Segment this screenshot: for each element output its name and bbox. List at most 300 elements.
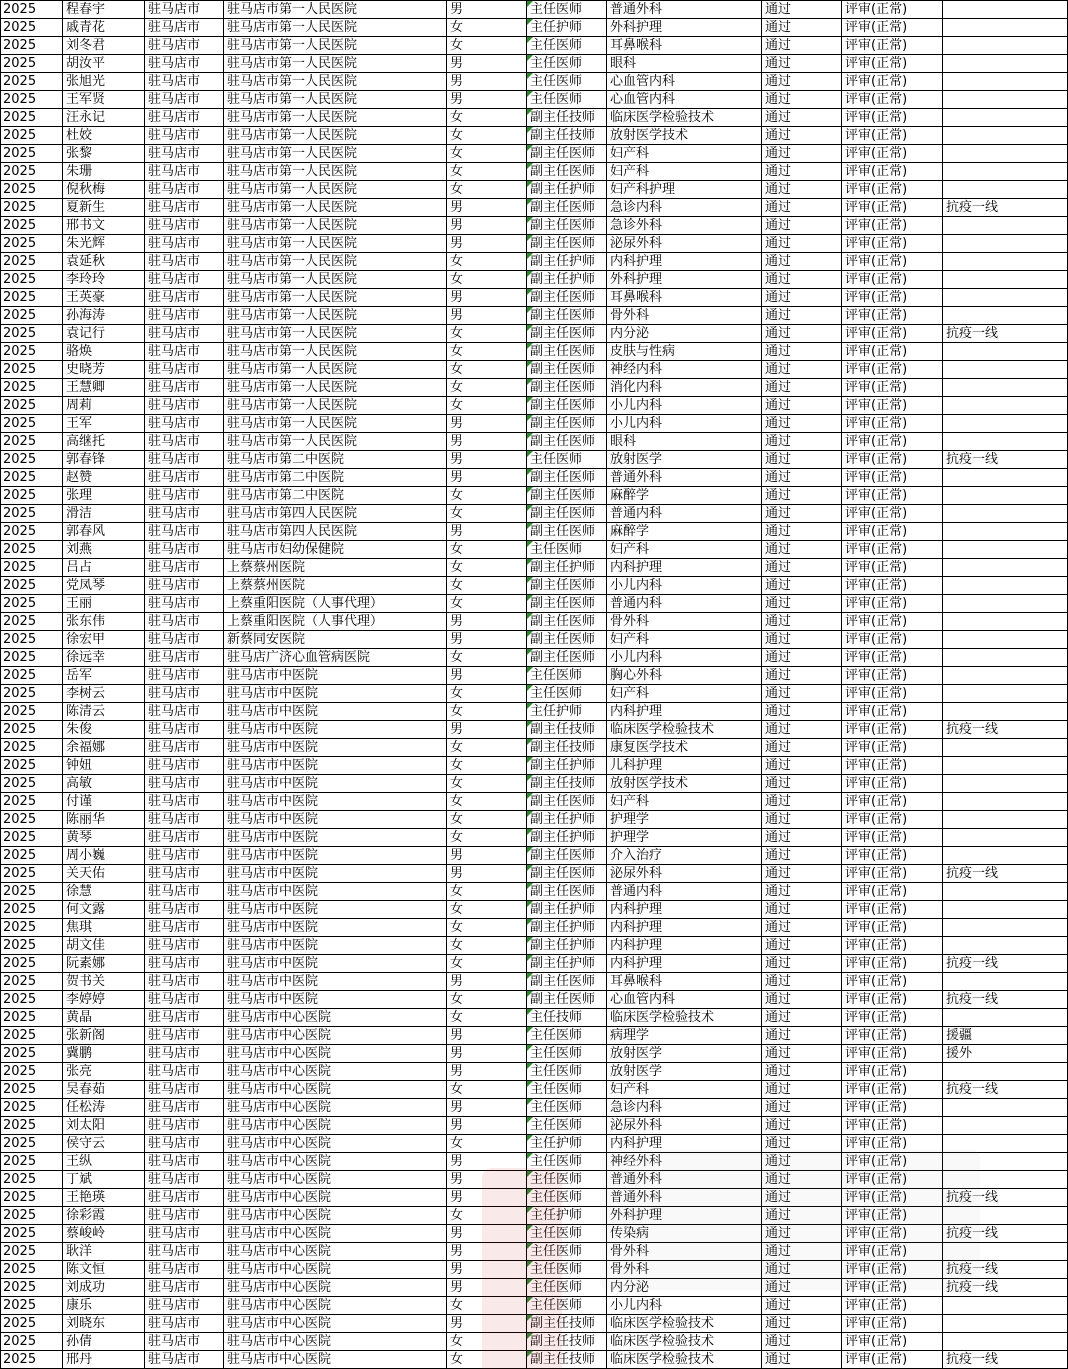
cell-hospital[interactable]: 驻马店市中医院: [224, 811, 447, 829]
cell-hospital[interactable]: 驻马店广济心血管病医院: [224, 649, 447, 667]
cell-note[interactable]: [943, 1153, 1068, 1171]
cell-city[interactable]: 驻马店市: [145, 325, 224, 343]
cell-city[interactable]: 驻马店市: [145, 253, 224, 271]
cell-specialty[interactable]: 急诊内科: [607, 1099, 762, 1117]
cell-review-type[interactable]: 评审(正常): [842, 685, 943, 703]
cell-hospital[interactable]: 驻马店市中心医院: [224, 1063, 447, 1081]
cell-name[interactable]: 冀鹏: [63, 1045, 145, 1063]
cell-city[interactable]: 驻马店市: [145, 271, 224, 289]
cell-name[interactable]: 朱光辉: [63, 235, 145, 253]
cell-review-type[interactable]: 评审(正常): [842, 1117, 943, 1135]
cell-title[interactable]: 主任医师: [527, 1063, 607, 1081]
cell-note[interactable]: [943, 1, 1068, 19]
cell-city[interactable]: 驻马店市: [145, 1261, 224, 1279]
cell-title[interactable]: 副主任医师: [527, 991, 607, 1009]
cell-gender[interactable]: 男: [447, 1153, 527, 1171]
cell-note[interactable]: [943, 433, 1068, 451]
cell-hospital[interactable]: 驻马店市第一人民医院: [224, 127, 447, 145]
cell-note[interactable]: [943, 217, 1068, 235]
cell-hospital[interactable]: 驻马店市中医院: [224, 739, 447, 757]
cell-hospital[interactable]: 驻马店市中医院: [224, 991, 447, 1009]
cell-hospital[interactable]: 驻马店市第一人民医院: [224, 181, 447, 199]
cell-name[interactable]: 张黎: [63, 145, 145, 163]
cell-specialty[interactable]: 妇产科: [607, 1081, 762, 1099]
cell-review-type[interactable]: 评审(正常): [842, 703, 943, 721]
cell-gender[interactable]: 男: [447, 451, 527, 469]
cell-review-type[interactable]: 评审(正常): [842, 1153, 943, 1171]
cell-gender[interactable]: 女: [447, 379, 527, 397]
cell-name[interactable]: 吴春茹: [63, 1081, 145, 1099]
cell-title[interactable]: 副主任医师: [527, 289, 607, 307]
cell-name[interactable]: 付谨: [63, 793, 145, 811]
cell-gender[interactable]: 男: [447, 847, 527, 865]
cell-result[interactable]: 通过: [762, 775, 842, 793]
cell-title[interactable]: 副主任技师: [527, 127, 607, 145]
cell-result[interactable]: 通过: [762, 1117, 842, 1135]
cell-review-type[interactable]: 评审(正常): [842, 541, 943, 559]
cell-hospital[interactable]: 驻马店市中心医院: [224, 1261, 447, 1279]
cell-city[interactable]: 驻马店市: [145, 145, 224, 163]
cell-title[interactable]: 副主任护师: [527, 955, 607, 973]
cell-review-type[interactable]: 评审(正常): [842, 883, 943, 901]
cell-result[interactable]: 通过: [762, 613, 842, 631]
cell-review-type[interactable]: 评审(正常): [842, 919, 943, 937]
cell-review-type[interactable]: 评审(正常): [842, 649, 943, 667]
cell-title[interactable]: 主任医师: [527, 1027, 607, 1045]
cell-gender[interactable]: 女: [447, 145, 527, 163]
cell-note[interactable]: 援疆: [943, 1027, 1068, 1045]
cell-specialty[interactable]: 妇产科: [607, 145, 762, 163]
cell-review-type[interactable]: 评审(正常): [842, 397, 943, 415]
cell-hospital[interactable]: 驻马店市第一人民医院: [224, 325, 447, 343]
cell-note[interactable]: [943, 415, 1068, 433]
cell-hospital[interactable]: 驻马店市中心医院: [224, 1045, 447, 1063]
cell-specialty[interactable]: 临床医学检验技术: [607, 1333, 762, 1351]
cell-name[interactable]: 郭春风: [63, 523, 145, 541]
cell-city[interactable]: 驻马店市: [145, 703, 224, 721]
cell-name[interactable]: 赵赞: [63, 469, 145, 487]
cell-gender[interactable]: 女: [447, 1081, 527, 1099]
cell-name[interactable]: 丁斌: [63, 1171, 145, 1189]
cell-note[interactable]: [943, 55, 1068, 73]
cell-title[interactable]: 副主任医师: [527, 595, 607, 613]
cell-year[interactable]: 2025: [0, 1243, 63, 1261]
cell-title[interactable]: 副主任医师: [527, 631, 607, 649]
cell-hospital[interactable]: 上蔡重阳医院（人事代理）: [224, 613, 447, 631]
cell-gender[interactable]: 男: [447, 1045, 527, 1063]
cell-gender[interactable]: 男: [447, 1171, 527, 1189]
cell-year[interactable]: 2025: [0, 163, 63, 181]
cell-gender[interactable]: 男: [447, 523, 527, 541]
cell-year[interactable]: 2025: [0, 595, 63, 613]
cell-note[interactable]: [943, 1135, 1068, 1153]
cell-city[interactable]: 驻马店市: [145, 1063, 224, 1081]
cell-name[interactable]: 汪永记: [63, 109, 145, 127]
cell-hospital[interactable]: 驻马店市第一人民医院: [224, 37, 447, 55]
cell-specialty[interactable]: 内科护理: [607, 919, 762, 937]
cell-year[interactable]: 2025: [0, 1207, 63, 1225]
cell-gender[interactable]: 女: [447, 361, 527, 379]
cell-gender[interactable]: 男: [447, 1261, 527, 1279]
cell-review-type[interactable]: 评审(正常): [842, 973, 943, 991]
cell-year[interactable]: 2025: [0, 1297, 63, 1315]
cell-city[interactable]: 驻马店市: [145, 955, 224, 973]
cell-hospital[interactable]: 驻马店市第一人民医院: [224, 289, 447, 307]
cell-review-type[interactable]: 评审(正常): [842, 757, 943, 775]
cell-city[interactable]: 驻马店市: [145, 667, 224, 685]
cell-title[interactable]: 主任医师: [527, 1099, 607, 1117]
cell-result[interactable]: 通过: [762, 1153, 842, 1171]
cell-hospital[interactable]: 驻马店市中心医院: [224, 1279, 447, 1297]
cell-review-type[interactable]: 评审(正常): [842, 1207, 943, 1225]
cell-note[interactable]: [943, 505, 1068, 523]
cell-title[interactable]: 副主任医师: [527, 163, 607, 181]
cell-title[interactable]: 副主任技师: [527, 1351, 607, 1369]
cell-gender[interactable]: 女: [447, 271, 527, 289]
cell-review-type[interactable]: 评审(正常): [842, 379, 943, 397]
cell-specialty[interactable]: 麻醉学: [607, 523, 762, 541]
cell-year[interactable]: 2025: [0, 1, 63, 19]
cell-result[interactable]: 通过: [762, 649, 842, 667]
cell-result[interactable]: 通过: [762, 505, 842, 523]
cell-name[interactable]: 余福娜: [63, 739, 145, 757]
cell-gender[interactable]: 女: [447, 901, 527, 919]
cell-title[interactable]: 副主任医师: [527, 577, 607, 595]
cell-name[interactable]: 康乐: [63, 1297, 145, 1315]
cell-hospital[interactable]: 驻马店市中医院: [224, 775, 447, 793]
cell-gender[interactable]: 男: [447, 73, 527, 91]
cell-hospital[interactable]: 驻马店市中心医院: [224, 1171, 447, 1189]
cell-specialty[interactable]: 普通外科: [607, 1189, 762, 1207]
cell-year[interactable]: 2025: [0, 379, 63, 397]
cell-result[interactable]: 通过: [762, 1279, 842, 1297]
cell-year[interactable]: 2025: [0, 469, 63, 487]
cell-name[interactable]: 刘太阳: [63, 1117, 145, 1135]
cell-gender[interactable]: 女: [447, 577, 527, 595]
cell-gender[interactable]: 男: [447, 307, 527, 325]
cell-specialty[interactable]: 普通外科: [607, 469, 762, 487]
cell-gender[interactable]: 女: [447, 793, 527, 811]
cell-name[interactable]: 高继托: [63, 433, 145, 451]
cell-city[interactable]: 驻马店市: [145, 1153, 224, 1171]
cell-name[interactable]: 李树云: [63, 685, 145, 703]
cell-review-type[interactable]: 评审(正常): [842, 1, 943, 19]
cell-name[interactable]: 刘冬君: [63, 37, 145, 55]
cell-note[interactable]: [943, 253, 1068, 271]
cell-hospital[interactable]: 新蔡同安医院: [224, 631, 447, 649]
cell-gender[interactable]: 男: [447, 289, 527, 307]
cell-hospital[interactable]: 驻马店市中医院: [224, 955, 447, 973]
cell-city[interactable]: 驻马店市: [145, 73, 224, 91]
cell-city[interactable]: 驻马店市: [145, 307, 224, 325]
cell-gender[interactable]: 男: [447, 199, 527, 217]
cell-review-type[interactable]: 评审(正常): [842, 865, 943, 883]
cell-result[interactable]: 通过: [762, 955, 842, 973]
cell-result[interactable]: 通过: [762, 55, 842, 73]
cell-result[interactable]: 通过: [762, 793, 842, 811]
cell-gender[interactable]: 女: [447, 829, 527, 847]
cell-year[interactable]: 2025: [0, 91, 63, 109]
cell-note[interactable]: [943, 577, 1068, 595]
cell-year[interactable]: 2025: [0, 289, 63, 307]
cell-gender[interactable]: 女: [447, 505, 527, 523]
cell-gender[interactable]: 女: [447, 1009, 527, 1027]
cell-name[interactable]: 黄晶: [63, 1009, 145, 1027]
cell-hospital[interactable]: 驻马店市中医院: [224, 865, 447, 883]
cell-hospital[interactable]: 驻马店市第一人民医院: [224, 91, 447, 109]
cell-specialty[interactable]: 临床医学检验技术: [607, 109, 762, 127]
cell-city[interactable]: 驻马店市: [145, 1081, 224, 1099]
cell-year[interactable]: 2025: [0, 973, 63, 991]
cell-hospital[interactable]: 驻马店市第一人民医院: [224, 145, 447, 163]
cell-title[interactable]: 副主任医师: [527, 613, 607, 631]
cell-title[interactable]: 副主任医师: [527, 433, 607, 451]
cell-review-type[interactable]: 评审(正常): [842, 1351, 943, 1369]
cell-result[interactable]: 通过: [762, 667, 842, 685]
cell-year[interactable]: 2025: [0, 1351, 63, 1369]
cell-year[interactable]: 2025: [0, 433, 63, 451]
cell-gender[interactable]: 女: [447, 757, 527, 775]
cell-name[interactable]: 徐彩霞: [63, 1207, 145, 1225]
cell-hospital[interactable]: 驻马店市中医院: [224, 703, 447, 721]
cell-year[interactable]: 2025: [0, 397, 63, 415]
cell-city[interactable]: 驻马店市: [145, 1333, 224, 1351]
cell-title[interactable]: 副主任护师: [527, 271, 607, 289]
cell-note[interactable]: [943, 595, 1068, 613]
cell-city[interactable]: 驻马店市: [145, 1099, 224, 1117]
cell-title[interactable]: 主任护师: [527, 19, 607, 37]
cell-result[interactable]: 通过: [762, 847, 842, 865]
cell-title[interactable]: 副主任医师: [527, 397, 607, 415]
cell-specialty[interactable]: 放射医学技术: [607, 127, 762, 145]
cell-review-type[interactable]: 评审(正常): [842, 901, 943, 919]
cell-note[interactable]: [943, 91, 1068, 109]
cell-review-type[interactable]: 评审(正常): [842, 199, 943, 217]
cell-year[interactable]: 2025: [0, 955, 63, 973]
cell-review-type[interactable]: 评审(正常): [842, 1225, 943, 1243]
cell-review-type[interactable]: 评审(正常): [842, 109, 943, 127]
cell-title[interactable]: 主任医师: [527, 1081, 607, 1099]
cell-hospital[interactable]: 驻马店市第一人民医院: [224, 1, 447, 19]
cell-review-type[interactable]: 评审(正常): [842, 793, 943, 811]
cell-result[interactable]: 通过: [762, 595, 842, 613]
cell-city[interactable]: 驻马店市: [145, 991, 224, 1009]
cell-name[interactable]: 程春宇: [63, 1, 145, 19]
cell-specialty[interactable]: 泌尿外科: [607, 865, 762, 883]
cell-title[interactable]: 副主任医师: [527, 307, 607, 325]
cell-hospital[interactable]: 驻马店市中心医院: [224, 1225, 447, 1243]
cell-city[interactable]: 驻马店市: [145, 595, 224, 613]
cell-review-type[interactable]: 评审(正常): [842, 73, 943, 91]
cell-specialty[interactable]: 儿科护理: [607, 757, 762, 775]
cell-year[interactable]: 2025: [0, 1153, 63, 1171]
cell-city[interactable]: 驻马店市: [145, 55, 224, 73]
cell-name[interactable]: 黄琴: [63, 829, 145, 847]
cell-year[interactable]: 2025: [0, 865, 63, 883]
cell-city[interactable]: 驻马店市: [145, 685, 224, 703]
cell-review-type[interactable]: 评审(正常): [842, 271, 943, 289]
cell-city[interactable]: 驻马店市: [145, 1189, 224, 1207]
cell-specialty[interactable]: 临床医学检验技术: [607, 1351, 762, 1369]
cell-name[interactable]: 张理: [63, 487, 145, 505]
cell-specialty[interactable]: 外科护理: [607, 19, 762, 37]
cell-result[interactable]: 通过: [762, 1189, 842, 1207]
cell-note[interactable]: [943, 163, 1068, 181]
cell-specialty[interactable]: 泌尿外科: [607, 235, 762, 253]
cell-review-type[interactable]: 评审(正常): [842, 469, 943, 487]
cell-gender[interactable]: 男: [447, 217, 527, 235]
cell-hospital[interactable]: 驻马店市中医院: [224, 901, 447, 919]
cell-gender[interactable]: 女: [447, 37, 527, 55]
cell-city[interactable]: 驻马店市: [145, 793, 224, 811]
cell-result[interactable]: 通过: [762, 865, 842, 883]
cell-gender[interactable]: 女: [447, 955, 527, 973]
cell-title[interactable]: 主任护师: [527, 703, 607, 721]
cell-city[interactable]: 驻马店市: [145, 487, 224, 505]
cell-title[interactable]: 副主任护师: [527, 901, 607, 919]
cell-title[interactable]: 主任医师: [527, 1171, 607, 1189]
cell-city[interactable]: 驻马店市: [145, 937, 224, 955]
cell-year[interactable]: 2025: [0, 919, 63, 937]
cell-note[interactable]: 抗疫一线: [943, 1081, 1068, 1099]
cell-specialty[interactable]: 骨外科: [607, 613, 762, 631]
cell-name[interactable]: 王艳瑛: [63, 1189, 145, 1207]
cell-year[interactable]: 2025: [0, 487, 63, 505]
cell-result[interactable]: 通过: [762, 253, 842, 271]
cell-gender[interactable]: 男: [447, 1117, 527, 1135]
cell-specialty[interactable]: 内科护理: [607, 253, 762, 271]
cell-city[interactable]: 驻马店市: [145, 469, 224, 487]
cell-note[interactable]: [943, 307, 1068, 325]
cell-year[interactable]: 2025: [0, 271, 63, 289]
cell-result[interactable]: 通过: [762, 1297, 842, 1315]
cell-city[interactable]: 驻马店市: [145, 1, 224, 19]
cell-year[interactable]: 2025: [0, 307, 63, 325]
cell-specialty[interactable]: 耳鼻喉科: [607, 289, 762, 307]
cell-result[interactable]: 通过: [762, 73, 842, 91]
cell-note[interactable]: [943, 649, 1068, 667]
cell-review-type[interactable]: 评审(正常): [842, 991, 943, 1009]
cell-gender[interactable]: 女: [447, 127, 527, 145]
cell-note[interactable]: [943, 973, 1068, 991]
cell-result[interactable]: 通过: [762, 703, 842, 721]
cell-hospital[interactable]: 驻马店市第一人民医院: [224, 271, 447, 289]
cell-hospital[interactable]: 上蔡蔡州医院: [224, 577, 447, 595]
cell-specialty[interactable]: 康复医学技术: [607, 739, 762, 757]
cell-note[interactable]: 抗疫一线: [943, 991, 1068, 1009]
cell-year[interactable]: 2025: [0, 235, 63, 253]
cell-note[interactable]: [943, 127, 1068, 145]
cell-specialty[interactable]: 临床医学检验技术: [607, 1009, 762, 1027]
cell-review-type[interactable]: 评审(正常): [842, 307, 943, 325]
cell-specialty[interactable]: 骨外科: [607, 1243, 762, 1261]
cell-note[interactable]: [943, 73, 1068, 91]
cell-review-type[interactable]: 评审(正常): [842, 55, 943, 73]
cell-title[interactable]: 副主任技师: [527, 739, 607, 757]
cell-gender[interactable]: 女: [447, 919, 527, 937]
cell-hospital[interactable]: 驻马店市第一人民医院: [224, 55, 447, 73]
cell-city[interactable]: 驻马店市: [145, 829, 224, 847]
cell-gender[interactable]: 女: [447, 649, 527, 667]
cell-title[interactable]: 副主任医师: [527, 379, 607, 397]
cell-result[interactable]: 通过: [762, 199, 842, 217]
cell-year[interactable]: 2025: [0, 451, 63, 469]
cell-name[interactable]: 郭春锋: [63, 451, 145, 469]
cell-title[interactable]: 副主任医师: [527, 793, 607, 811]
cell-result[interactable]: 通过: [762, 973, 842, 991]
cell-city[interactable]: 驻马店市: [145, 1117, 224, 1135]
cell-name[interactable]: 邢书文: [63, 217, 145, 235]
cell-city[interactable]: 驻马店市: [145, 1009, 224, 1027]
cell-specialty[interactable]: 临床医学检验技术: [607, 721, 762, 739]
cell-hospital[interactable]: 驻马店市第二中医院: [224, 487, 447, 505]
cell-title[interactable]: 主任医师: [527, 37, 607, 55]
cell-title[interactable]: 副主任医师: [527, 505, 607, 523]
cell-title[interactable]: 副主任护师: [527, 757, 607, 775]
cell-year[interactable]: 2025: [0, 1063, 63, 1081]
cell-result[interactable]: 通过: [762, 181, 842, 199]
cell-hospital[interactable]: 驻马店市中心医院: [224, 1207, 447, 1225]
cell-gender[interactable]: 男: [447, 91, 527, 109]
cell-result[interactable]: 通过: [762, 1099, 842, 1117]
cell-gender[interactable]: 男: [447, 721, 527, 739]
cell-result[interactable]: 通过: [762, 541, 842, 559]
cell-specialty[interactable]: 皮肤与性病: [607, 343, 762, 361]
cell-review-type[interactable]: 评审(正常): [842, 1261, 943, 1279]
cell-title[interactable]: 副主任医师: [527, 235, 607, 253]
cell-note[interactable]: [943, 829, 1068, 847]
cell-year[interactable]: 2025: [0, 631, 63, 649]
cell-gender[interactable]: 女: [447, 739, 527, 757]
cell-title[interactable]: 主任医师: [527, 1153, 607, 1171]
cell-review-type[interactable]: 评审(正常): [842, 1171, 943, 1189]
cell-title[interactable]: 主任医师: [527, 91, 607, 109]
cell-hospital[interactable]: 驻马店市中医院: [224, 721, 447, 739]
cell-name[interactable]: 孙海涛: [63, 307, 145, 325]
cell-city[interactable]: 驻马店市: [145, 181, 224, 199]
cell-note[interactable]: 抗疫一线: [943, 955, 1068, 973]
cell-note[interactable]: [943, 379, 1068, 397]
cell-hospital[interactable]: 驻马店市第一人民医院: [224, 73, 447, 91]
cell-title[interactable]: 副主任技师: [527, 1315, 607, 1333]
cell-review-type[interactable]: 评审(正常): [842, 433, 943, 451]
cell-year[interactable]: 2025: [0, 541, 63, 559]
cell-review-type[interactable]: 评审(正常): [842, 1243, 943, 1261]
cell-city[interactable]: 驻马店市: [145, 541, 224, 559]
cell-hospital[interactable]: 上蔡蔡州医院: [224, 559, 447, 577]
cell-title[interactable]: 副主任护师: [527, 811, 607, 829]
cell-name[interactable]: 史晓芳: [63, 361, 145, 379]
cell-city[interactable]: 驻马店市: [145, 901, 224, 919]
cell-gender[interactable]: 男: [447, 1027, 527, 1045]
cell-result[interactable]: 通过: [762, 1045, 842, 1063]
cell-hospital[interactable]: 驻马店市中心医院: [224, 1099, 447, 1117]
cell-note[interactable]: [943, 487, 1068, 505]
cell-note[interactable]: [943, 847, 1068, 865]
cell-hospital[interactable]: 驻马店市第一人民医院: [224, 397, 447, 415]
cell-result[interactable]: 通过: [762, 1009, 842, 1027]
cell-title[interactable]: 副主任技师: [527, 1333, 607, 1351]
cell-year[interactable]: 2025: [0, 1171, 63, 1189]
cell-specialty[interactable]: 内科护理: [607, 559, 762, 577]
cell-specialty[interactable]: 病理学: [607, 1027, 762, 1045]
cell-city[interactable]: 驻马店市: [145, 91, 224, 109]
cell-name[interactable]: 钟妞: [63, 757, 145, 775]
cell-hospital[interactable]: 驻马店市第一人民医院: [224, 19, 447, 37]
cell-city[interactable]: 驻马店市: [145, 235, 224, 253]
cell-city[interactable]: 驻马店市: [145, 919, 224, 937]
cell-year[interactable]: 2025: [0, 1225, 63, 1243]
